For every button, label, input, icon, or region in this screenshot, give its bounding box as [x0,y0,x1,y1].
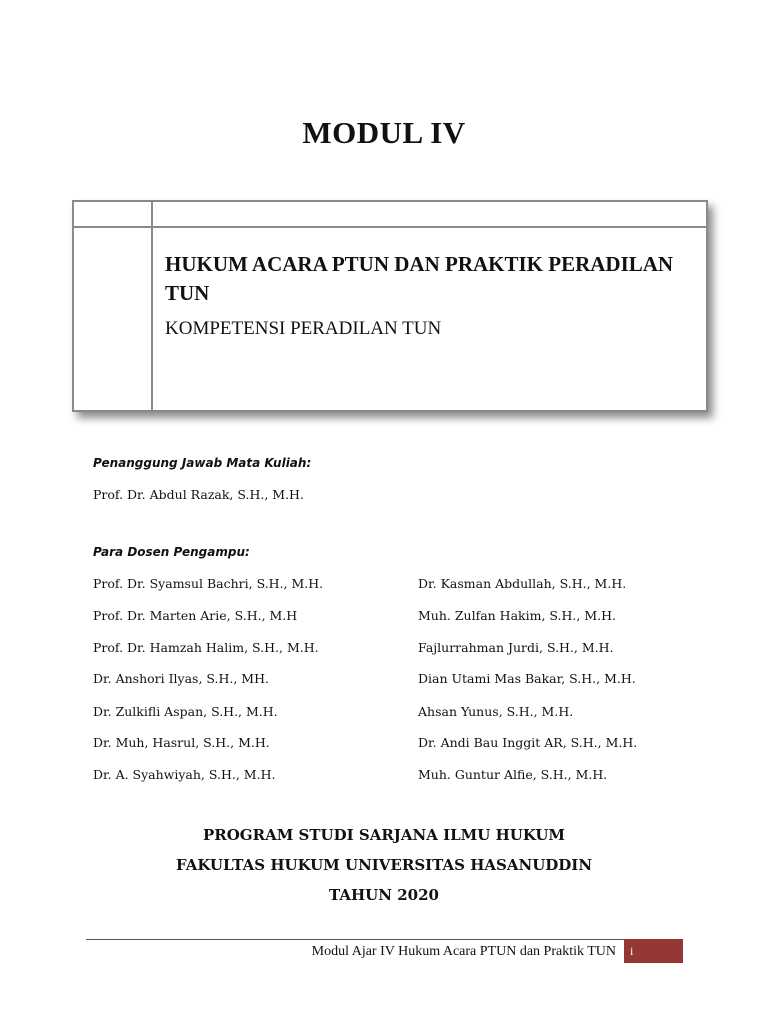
year-label: TAHUN 2020 [329,886,439,904]
page-number: i [624,939,683,963]
program-name: PROGRAM STUDI SARJANA ILMU HUKUM [202,826,566,844]
lecturer-left-5: Dr. Zulkifli Aspan, S.H., M.H. [93,704,278,719]
box-vertical-rule [151,202,153,410]
lecturer-right-2: Muh. Zulfan Hakim, S.H., M.H. [418,608,616,623]
footer-rule [86,939,624,940]
lecturer-left-2: Prof. Dr. Marten Arie, S.H., M.H [93,608,298,623]
lecturer-left-3: Prof. Dr. Hamzah Halim, S.H., M.H. [93,640,319,655]
title-box [72,200,708,412]
responsible-label: Penanggung Jawab Mata Kuliah: [93,456,312,470]
lecturer-right-5: Ahsan Yunus, S.H., M.H. [418,704,574,719]
lecturer-left-4: Dr. Anshori Ilyas, S.H., MH. [93,671,269,686]
lecturer-right-1: Dr. Kasman Abdullah, S.H., M.H. [418,576,627,591]
footer-text: Modul Ajar IV Hukum Acara PTUN dan Praktik TUN [311,944,616,959]
lecturer-right-6: Dr. Andi Bau Inggit AR, S.H., M.H. [418,735,638,750]
responsible-name: Prof. Dr. Abdul Razak, S.H., M.H. [93,487,304,502]
lecturer-left-6: Dr. Muh, Hasrul, S.H., M.H. [93,735,270,750]
document-title: MODUL IV [302,115,466,150]
lecturer-left-1: Prof. Dr. Syamsul Bachri, S.H., M.H. [93,576,324,591]
faculty-name: FAKULTAS HUKUM UNIVERSITAS HASANUDDIN [175,856,593,874]
course-subheading: KOMPETENSI PERADILAN TUN [165,318,442,339]
box-horizontal-rule [74,226,706,228]
course-heading: HUKUM ACARA PTUN DAN PRAKTIK PERADILAN TUN [165,252,674,305]
lecturer-right-4: Dian Utami Mas Bakar, S.H., M.H. [418,671,636,686]
lecturers-label: Para Dosen Pengampu: [93,545,250,559]
lecturer-right-3: Fajlurrahman Jurdi, S.H., M.H. [418,640,614,655]
lecturer-left-7: Dr. A. Syahwiyah, S.H., M.H. [93,767,276,782]
lecturer-right-7: Muh. Guntur Alfie, S.H., M.H. [418,767,608,782]
